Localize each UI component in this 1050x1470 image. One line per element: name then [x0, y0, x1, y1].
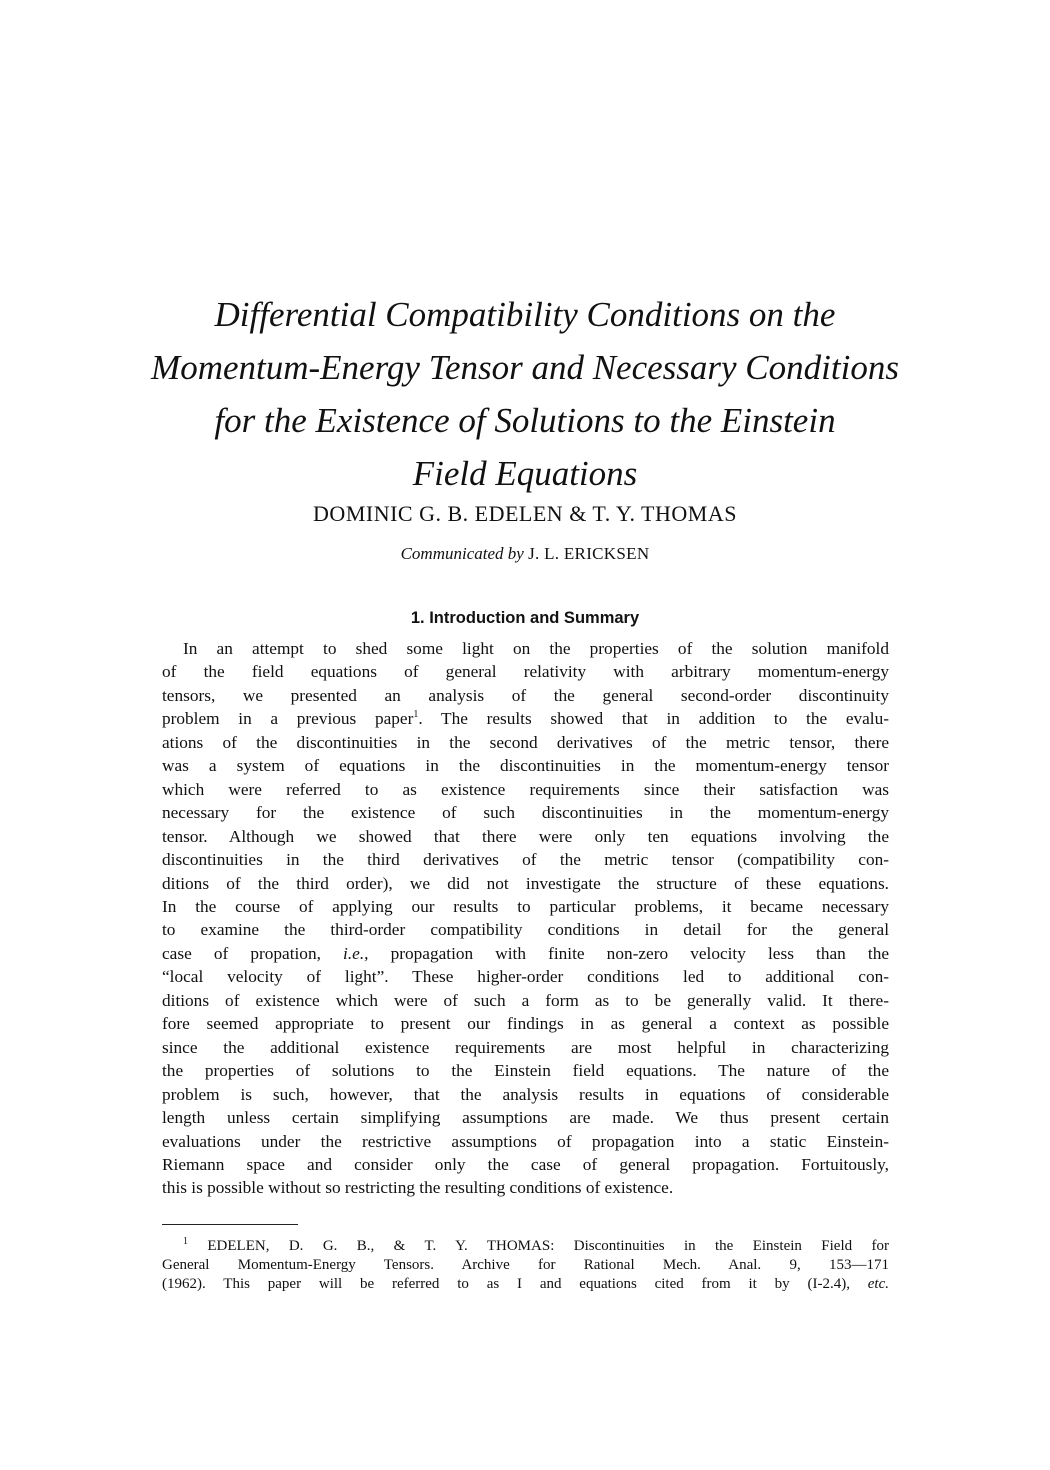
paper-title: [120, 288, 930, 500]
footnote: [162, 1237, 889, 1294]
body-line: necessary for the existence of such discontinuities in the momentum-energy: [162, 803, 889, 823]
body-line: fore seemed appropriate to present our findings in as general a context as possible: [162, 1014, 889, 1034]
body-line: was a system of equations in the discontinuities in the momentum-energy tensor: [162, 756, 889, 776]
footnote-line: [162, 1237, 889, 1256]
body-line-text: , propagation with finite non-zero velocity less than the: [364, 943, 890, 963]
footnote-divider: [162, 1224, 298, 1225]
footnote-reference[interactable]: 1: [413, 709, 419, 721]
communicated-by: [120, 544, 930, 564]
body-line: since the additional existence requirements are most helpful in characterizing: [162, 1037, 889, 1057]
body-line: [162, 942, 889, 965]
body-line: the properties of solutions to the Einstein field equations. The nature of the: [162, 1061, 889, 1081]
body-line: “local velocity of light”. These higher-order conditions led to additional con-: [162, 967, 889, 987]
footnote-line: General Momentum-Energy Tensors. Archive for Rational Mech. Anal. 9, 153—171: [162, 1257, 889, 1273]
body-line: tensors, we presented an analysis of the general second-order discontinuity: [162, 685, 889, 705]
introduction-body: [162, 637, 889, 1200]
body-line: of the field equations of general relativity with arbitrary momentum-energy: [162, 662, 889, 682]
body-line-text: case of propation,: [162, 943, 321, 963]
body-line: ditions of the third order), we did not investigate the structure of these equations.: [162, 873, 889, 893]
communicator-name: J. L. ERICKSEN: [528, 544, 650, 563]
body-line: [162, 707, 889, 730]
body-line: which were referred to as existence requirements since their satisfaction was: [162, 779, 889, 799]
body-line: this is possible without so restricting the resulting conditions of existence.: [162, 1178, 674, 1198]
section-heading: 1. Introduction and Summary: [410, 609, 640, 627]
communicated-prefix: Communicated by: [400, 544, 524, 563]
body-line: problem is such, however, that the analysis results in equations of considerable: [162, 1084, 889, 1104]
body-line: length unless certain simplifying assumptions are made. We thus present certain: [162, 1108, 889, 1128]
title-line: Differential Compatibility Conditions on the: [214, 295, 836, 334]
body-line: tensor. Although we showed that there were only ten equations involving the: [162, 826, 889, 846]
footnote-etc: etc.: [867, 1276, 889, 1292]
footnote-mark: 1: [183, 1236, 188, 1247]
footnote-line-text: EDELEN, D. G. B., & T. Y. THOMAS: Discontinuities in the Einstein Field for: [207, 1238, 889, 1254]
footnote-line-text: (1962). This paper will be referred to as I and equations cited from it by (I-2.4),: [162, 1276, 850, 1292]
body-line: discontinuities in the third derivatives of the metric tensor (compatibility con-: [162, 850, 889, 870]
body-line: ations of the discontinuities in the second derivatives of the metric tensor, there: [162, 732, 889, 752]
footnote-line: [162, 1275, 889, 1294]
body-line-text: . The results showed that in addition to the evalu-: [418, 709, 889, 729]
authors: DOMINIC G. B. EDELEN & T. Y. THOMAS: [313, 501, 737, 526]
body-line: In the course of applying our results to particular problems, it became necessary: [162, 896, 889, 916]
title-line: for the Existence of Solutions to the Einstein: [214, 401, 836, 440]
body-line: In an attempt to shed some light on the properties of the solution manifold: [183, 639, 889, 658]
body-line-italic: i.e.: [343, 943, 365, 963]
body-line: evaluations under the restrictive assumptions of propagation into a static Einstein-: [162, 1131, 889, 1151]
title-line: Field Equations: [412, 454, 638, 493]
body-line: Riemann space and consider only the case of general propagation. Fortuitously,: [162, 1154, 889, 1174]
body-line: ditions of existence which were of such a form as to be generally valid. It there-: [162, 990, 889, 1010]
body-line: to examine the third-order compatibility conditions in detail for the general: [162, 920, 889, 940]
body-line-text: problem in a previous paper: [162, 709, 414, 729]
title-line: Momentum-Energy Tensor and Necessary Conditions: [151, 348, 899, 387]
